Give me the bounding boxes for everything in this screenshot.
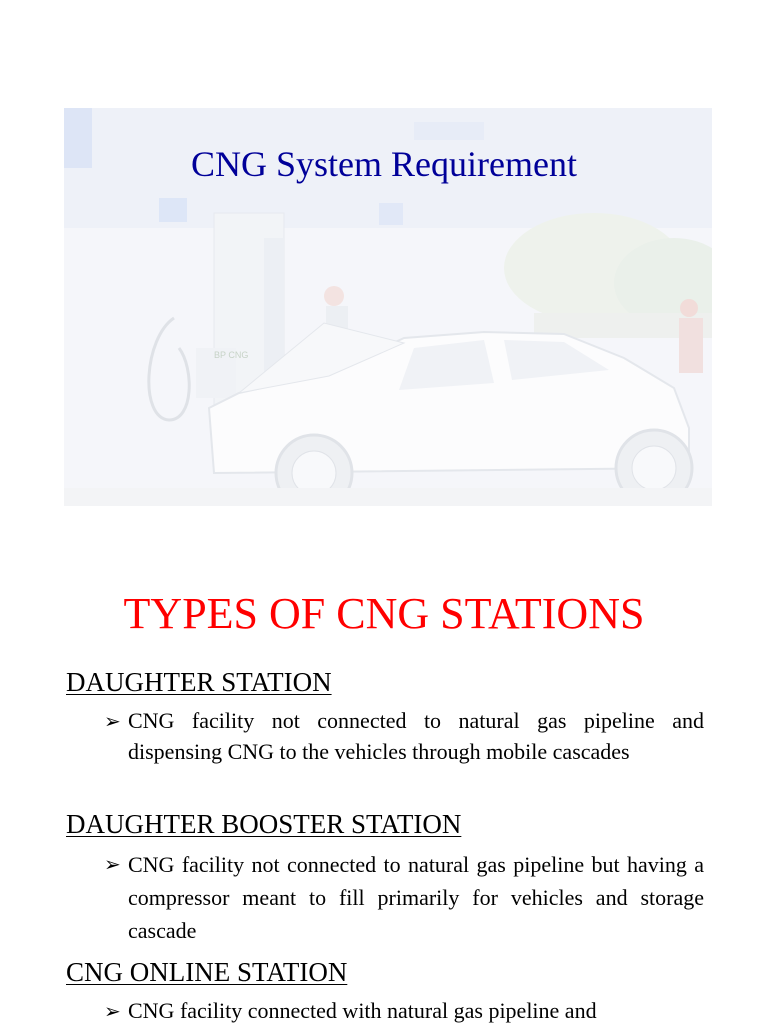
station-title-online: CNG ONLINE STATION — [66, 957, 348, 987]
bullet-daughter — [104, 706, 704, 767]
arrow-bullet-icon: ➢ — [104, 709, 121, 733]
arrow-bullet-icon: ➢ — [104, 852, 121, 876]
pump-sign: BP CNG — [214, 350, 249, 360]
bullet-text: CNG facility not connected to natural gas pipeline but having a compressor meant to fill primarily for vehicles and storage cascade — [128, 852, 704, 943]
station-title-daughter-booster: DAUGHTER BOOSTER STATION — [66, 809, 462, 839]
bullet-daughter-booster — [104, 848, 704, 947]
arrow-bullet-icon: ➢ — [104, 999, 121, 1023]
section-heading: TYPES OF CNG STATIONS — [123, 589, 645, 638]
bullet-text: CNG facility not connected to natural gas pipeline and dispensing CNG to the vehicles through mobile cascades — [128, 708, 704, 764]
bullet-online — [104, 996, 704, 1026]
slide-title: CNG System Requirement — [191, 144, 577, 184]
station-title-daughter: DAUGHTER STATION — [66, 667, 332, 697]
bullet-text: CNG facility connected with natural gas pipeline and — [128, 998, 597, 1023]
